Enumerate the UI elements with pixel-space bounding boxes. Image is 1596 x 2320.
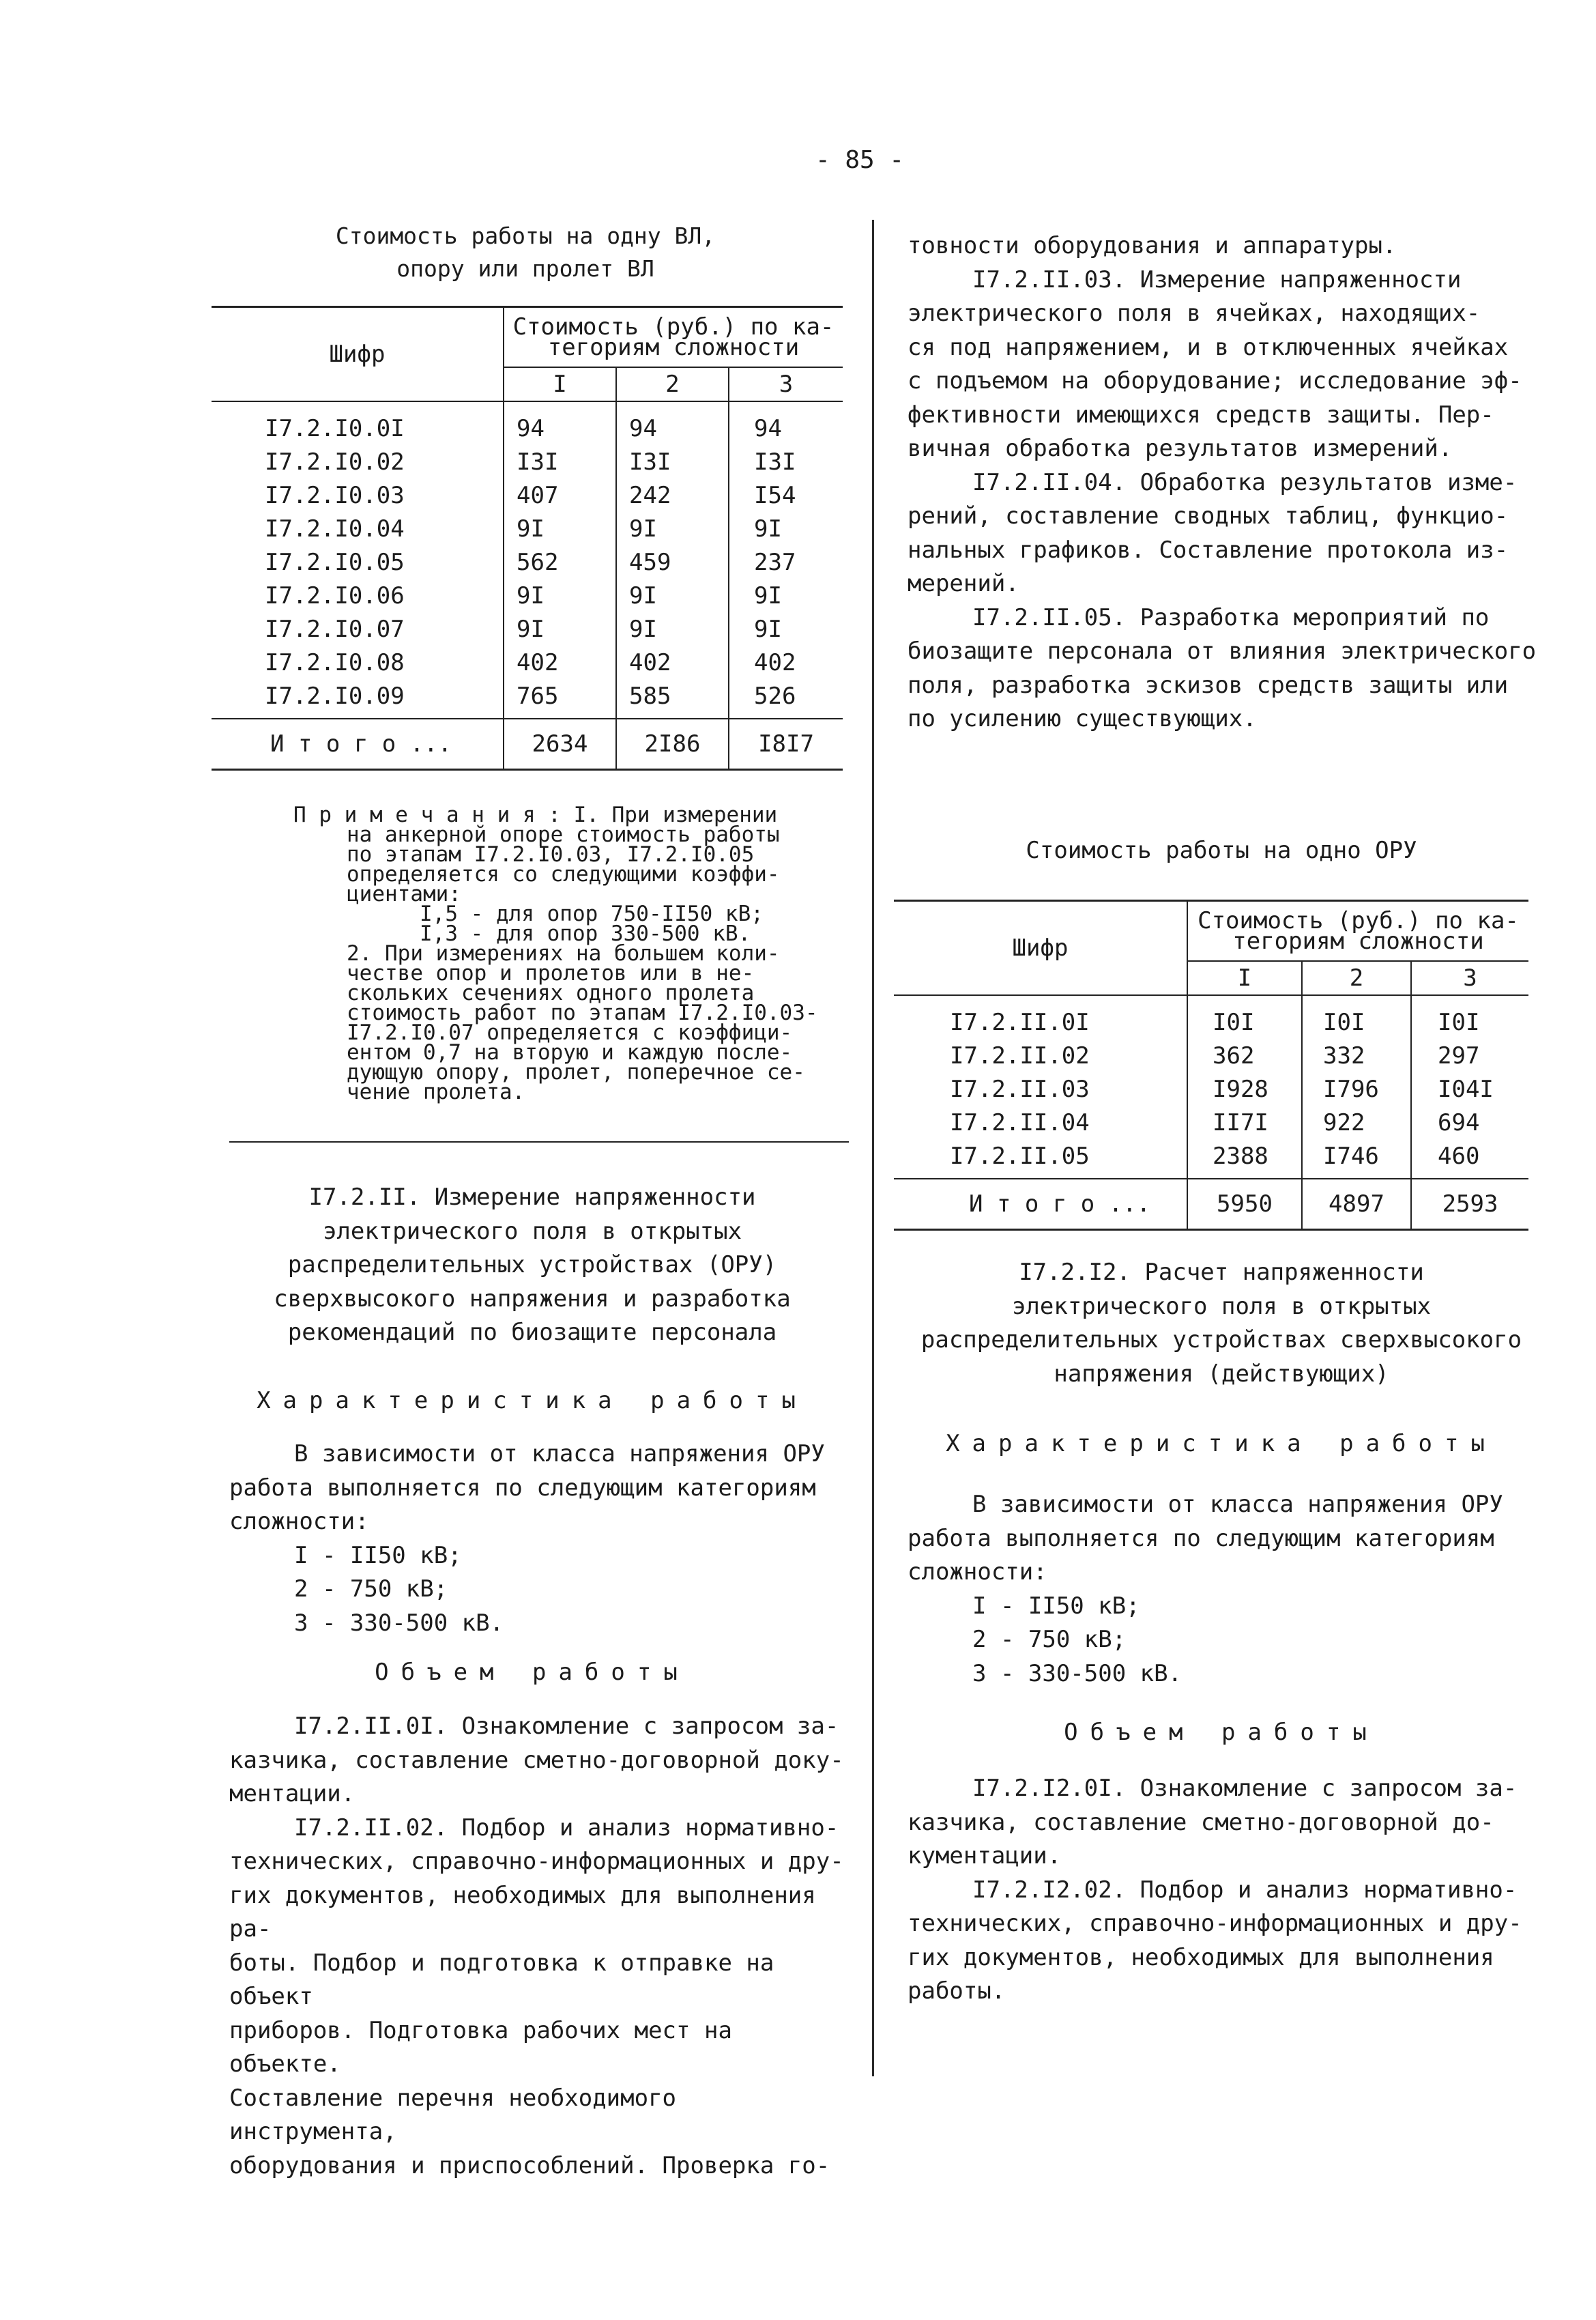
category-line: 2 - 750 кВ;: [972, 1626, 1127, 1653]
text-line: I7.2.II.04. Обработка результатов изме-: [972, 468, 1518, 496]
text-line: I7.2.II.0I. Ознакомление с запросом за-: [294, 1713, 839, 1740]
right-top-text: [908, 229, 1542, 736]
heading-line: напряжения (действующих): [1054, 1360, 1389, 1388]
total-row: [212, 719, 843, 770]
text-line: мерений.: [908, 570, 1019, 597]
row-value: II7I: [1187, 1106, 1302, 1139]
characteristic-text-right: [908, 1488, 1542, 1691]
cost-header-line: Стоимость (руб.) по ка-: [512, 313, 835, 341]
total-value: I8I7: [729, 719, 843, 770]
table-row: [894, 1072, 1528, 1106]
table-row: [894, 1039, 1528, 1072]
row-code: I7.2.I0.03: [265, 481, 405, 509]
note-line: ентом 0,7 на вторую и каждую после-: [347, 1040, 793, 1065]
heading-line: распределительных устройствах сверхвысокого: [920, 1326, 1522, 1354]
text-line: I7.2.II.03. Измерение напряженности: [972, 266, 1462, 293]
row-value: I0I: [1187, 1005, 1302, 1039]
row-code: I7.2.I0.08: [265, 648, 405, 676]
row-value: 585: [616, 679, 729, 713]
row-value: 694: [1411, 1106, 1528, 1139]
text-line: гих документов, необходимых для выполнения: [908, 1943, 1494, 1971]
table-row: [894, 1106, 1528, 1139]
note-line: честве опор и пролетов или в не-: [347, 961, 755, 986]
row-code: I7.2.II.0I: [950, 1008, 1090, 1036]
category-line: 3 - 330-500 кВ.: [972, 1659, 1183, 1687]
row-value: 362: [1187, 1039, 1302, 1072]
table-row: [212, 512, 843, 545]
table-row: [212, 545, 843, 579]
heading-line: I7.2.I2. Расчет напряженности: [1019, 1259, 1424, 1286]
row-value: I04I: [1411, 1072, 1528, 1106]
level-header: 3: [729, 367, 843, 401]
table-row: [894, 1005, 1528, 1039]
right-cost-table: [894, 900, 1528, 1231]
category-line: I - II50 кВ;: [972, 1592, 1140, 1620]
level-header: 2: [616, 367, 729, 401]
row-value: 9I: [729, 512, 843, 545]
text-line: технических, справочно-информационных и дру-: [229, 1848, 844, 1875]
row-value: I3I: [616, 445, 729, 478]
col-cost-header: [504, 307, 843, 368]
text-line: работы.: [908, 1977, 1006, 2005]
row-value: 459: [616, 545, 729, 579]
row-value: I928: [1187, 1072, 1302, 1106]
row-code: I7.2.I0.05: [265, 548, 405, 576]
category-line: 3 - 330-500 кВ.: [294, 1609, 504, 1637]
text-line: казчика, составление сметно-договорной до-: [908, 1808, 1494, 1836]
text-line: технических, справочно-информационных и дру-: [908, 1910, 1522, 1937]
row-value: I0I: [1302, 1005, 1411, 1039]
row-value: I3I: [729, 445, 843, 478]
table-row: [212, 478, 843, 512]
row-code: I7.2.I0.02: [265, 448, 405, 476]
heading-line: электрического поля в открытых: [1011, 1292, 1432, 1320]
text-line: кументации.: [908, 1842, 1062, 1870]
col-cost-header: [1187, 901, 1528, 962]
characteristic-title-left: Характеристика работы: [257, 1387, 808, 1414]
row-value: I54: [729, 478, 843, 512]
row-value: 9I: [504, 612, 616, 646]
characteristic-title-right: Характеристика работы: [946, 1430, 1497, 1457]
row-value: 332: [1302, 1039, 1411, 1072]
level-header: 3: [1411, 961, 1528, 995]
category-line: I - II50 кВ;: [294, 1541, 462, 1569]
note-line: стоимость работ по этапам I7.2.I0.03-: [347, 1001, 818, 1025]
row-code: I7.2.I0.07: [265, 615, 405, 643]
note-line: циентами:: [347, 882, 461, 906]
section-heading-right: [901, 1256, 1542, 1391]
col-code-header: Шифр: [894, 901, 1187, 996]
total-label: И т о г о ...: [894, 1179, 1187, 1230]
section-heading-left: [225, 1181, 839, 1350]
left-caption-line: Стоимость работы на одну ВЛ,: [335, 223, 716, 249]
page-number: - 85 -: [815, 146, 905, 174]
row-value: 9I: [729, 579, 843, 612]
text-line: биозащите персонала от влияния электрического: [908, 638, 1537, 665]
text-line: вичная обработка результатов измерений.: [908, 435, 1453, 462]
table-row: [212, 445, 843, 478]
row-value: 9I: [504, 512, 616, 545]
level-header: 2: [1302, 961, 1411, 995]
level-header: I: [1187, 961, 1302, 995]
row-value: 94: [729, 412, 843, 445]
row-value: I0I: [1411, 1005, 1528, 1039]
text-line: I7.2.I2.0I. Ознакомление с запросом за-: [972, 1775, 1518, 1802]
note-line: дующую опору, пролет, поперечное се-: [347, 1060, 805, 1085]
text-line: работа выполняется по следующим категориям: [908, 1524, 1494, 1552]
text-line: ся под напряжением, и в отключенных ячейках: [908, 333, 1509, 361]
text-line: с подъемом на оборудование; исследование эф-: [908, 367, 1522, 395]
row-value: 402: [616, 646, 729, 679]
row-value: 9I: [616, 579, 729, 612]
text-line: работа выполняется по следующим категориям: [229, 1474, 816, 1502]
volume-text-right: [908, 1772, 1542, 2009]
text-line: нальных графиков. Составление протокола из-: [908, 536, 1509, 564]
row-code: I7.2.II.03: [950, 1075, 1090, 1103]
row-code: I7.2.II.05: [950, 1142, 1090, 1170]
text-line: В зависимости от класса напряжения ОРУ: [972, 1491, 1503, 1518]
row-value: 402: [504, 646, 616, 679]
note-line: I,3 - для опор 330-500 кВ.: [420, 921, 751, 946]
total-value: 2I86: [616, 719, 729, 770]
total-row: [894, 1179, 1528, 1230]
text-line: приборов. Подготовка рабочих мест на объекте.: [229, 2016, 732, 2078]
row-value: 9I: [616, 612, 729, 646]
text-line: I7.2.II.05. Разработка мероприятий по: [972, 603, 1490, 631]
note-line: чение пролета.: [347, 1080, 525, 1104]
row-value: 2388: [1187, 1139, 1302, 1173]
row-code: I7.2.I0.06: [265, 582, 405, 610]
level-header: I: [504, 367, 616, 401]
text-line: казчика, составление сметно-договорной доку-: [229, 1746, 844, 1774]
row-value: 94: [504, 412, 616, 445]
row-code: I7.2.II.04: [950, 1108, 1090, 1136]
text-line: товности оборудования и аппаратуры.: [908, 232, 1397, 259]
row-value: I796: [1302, 1072, 1411, 1106]
category-line: 2 - 750 кВ;: [294, 1575, 448, 1603]
heading-line: распределительных устройствах (ОРУ): [287, 1251, 777, 1278]
row-value: 922: [1302, 1106, 1411, 1139]
left-table-caption: [232, 220, 819, 285]
row-value: 407: [504, 478, 616, 512]
note-line: I,5 - для опор 750-II50 кВ;: [420, 902, 764, 926]
note-line: на анкерной опоре стоимость работы: [347, 822, 780, 847]
column-divider: [872, 220, 874, 2076]
total-value: 4897: [1302, 1179, 1411, 1230]
row-value: I3I: [504, 445, 616, 478]
right-table-caption: Стоимость работы на одно ОРУ: [1026, 837, 1417, 864]
cost-header-line: Стоимость (руб.) по ка-: [1198, 907, 1519, 934]
text-line: сложности:: [908, 1558, 1047, 1586]
total-label: И т о г о ...: [212, 719, 504, 770]
table-notes: [293, 805, 867, 1102]
note-line: I7.2.I0.07 определяется с коэффици-: [347, 1020, 793, 1045]
row-value: 297: [1411, 1039, 1528, 1072]
note-line: скольких сечениях одного пролета: [347, 981, 755, 1005]
characteristic-text-left: [229, 1437, 850, 1640]
table-row: [212, 679, 843, 713]
text-line: электрического поля в ячейках, находящих-: [908, 300, 1481, 327]
table-row: [212, 412, 843, 445]
note-line: 2. При измерениях на большем коли-: [347, 941, 780, 966]
row-code: I7.2.I0.09: [265, 682, 405, 710]
total-value: 5950: [1187, 1179, 1302, 1230]
row-value: I746: [1302, 1139, 1411, 1173]
table-row: [212, 646, 843, 679]
volume-title-right: Объем работы: [1064, 1719, 1379, 1746]
text-line: фективности имеющихся средств защиты. Пер-: [908, 401, 1494, 429]
text-line: I7.2.II.02. Подбор и анализ нормативно-: [294, 1814, 839, 1842]
row-value: 9I: [504, 579, 616, 612]
row-code: I7.2.I0.0I: [265, 414, 405, 442]
text-line: боты. Подбор и подготовка к отправке на объект: [229, 1949, 774, 2010]
note-line: по этапам I7.2.I0.03, I7.2.I0.05: [347, 842, 755, 867]
heading-line: I7.2.II. Измерение напряженности: [308, 1184, 756, 1211]
text-line: рений, составление сводных таблиц, функцио-: [908, 502, 1509, 530]
text-line: В зависимости от класса напряжения ОРУ: [294, 1440, 825, 1467]
total-value: 2634: [504, 719, 616, 770]
row-value: 94: [616, 412, 729, 445]
col-code-header: Шифр: [212, 307, 504, 402]
row-value: 9I: [616, 512, 729, 545]
row-value: 526: [729, 679, 843, 713]
cost-header-line: тегориям сложности: [1232, 928, 1484, 955]
text-line: Составление перечня необходимого инструмента,: [229, 2084, 677, 2145]
row-value: 460: [1411, 1139, 1528, 1173]
left-caption-line: опору или пролет ВЛ: [396, 255, 654, 282]
text-line: ментации.: [229, 1780, 356, 1807]
table-row: [212, 612, 843, 646]
row-value: 402: [729, 646, 843, 679]
table-row: [894, 1139, 1528, 1173]
text-line: гих документов, необходимых для выполнения ра-: [229, 1881, 816, 1943]
text-line: поля, разработка эскизов средств защиты или: [908, 671, 1509, 699]
text-line: сложности:: [229, 1508, 369, 1535]
cost-header-line: тегориям сложности: [547, 334, 800, 361]
notes-rule: [229, 1141, 849, 1143]
heading-line: рекомендаций по биозащите персонала: [287, 1319, 777, 1346]
volume-title-left: Объем работы: [375, 1659, 690, 1686]
row-value: 9I: [729, 612, 843, 646]
left-cost-table: [212, 306, 843, 771]
row-code: I7.2.II.02: [950, 1042, 1090, 1070]
row-value: 562: [504, 545, 616, 579]
note-line: определяется со следующими коэффи-: [347, 862, 780, 887]
heading-line: сверхвысокого напряжения и разработка: [274, 1285, 791, 1313]
volume-text-left: [229, 1710, 857, 2183]
row-value: 237: [729, 545, 843, 579]
total-value: 2593: [1411, 1179, 1528, 1230]
row-value: 765: [504, 679, 616, 713]
text-line: по усилению существующих.: [908, 705, 1257, 732]
text-line: оборудования и приспособлений. Проверка го-: [229, 2151, 830, 2179]
note-line: П р и м е ч а н и я : I. При измерении: [293, 803, 778, 827]
heading-line: электрического поля в открытых: [322, 1217, 742, 1245]
text-line: I7.2.I2.02. Подбор и анализ нормативно-: [972, 1876, 1518, 1904]
table-row: [212, 579, 843, 612]
row-value: 242: [616, 478, 729, 512]
row-code: I7.2.I0.04: [265, 515, 405, 543]
